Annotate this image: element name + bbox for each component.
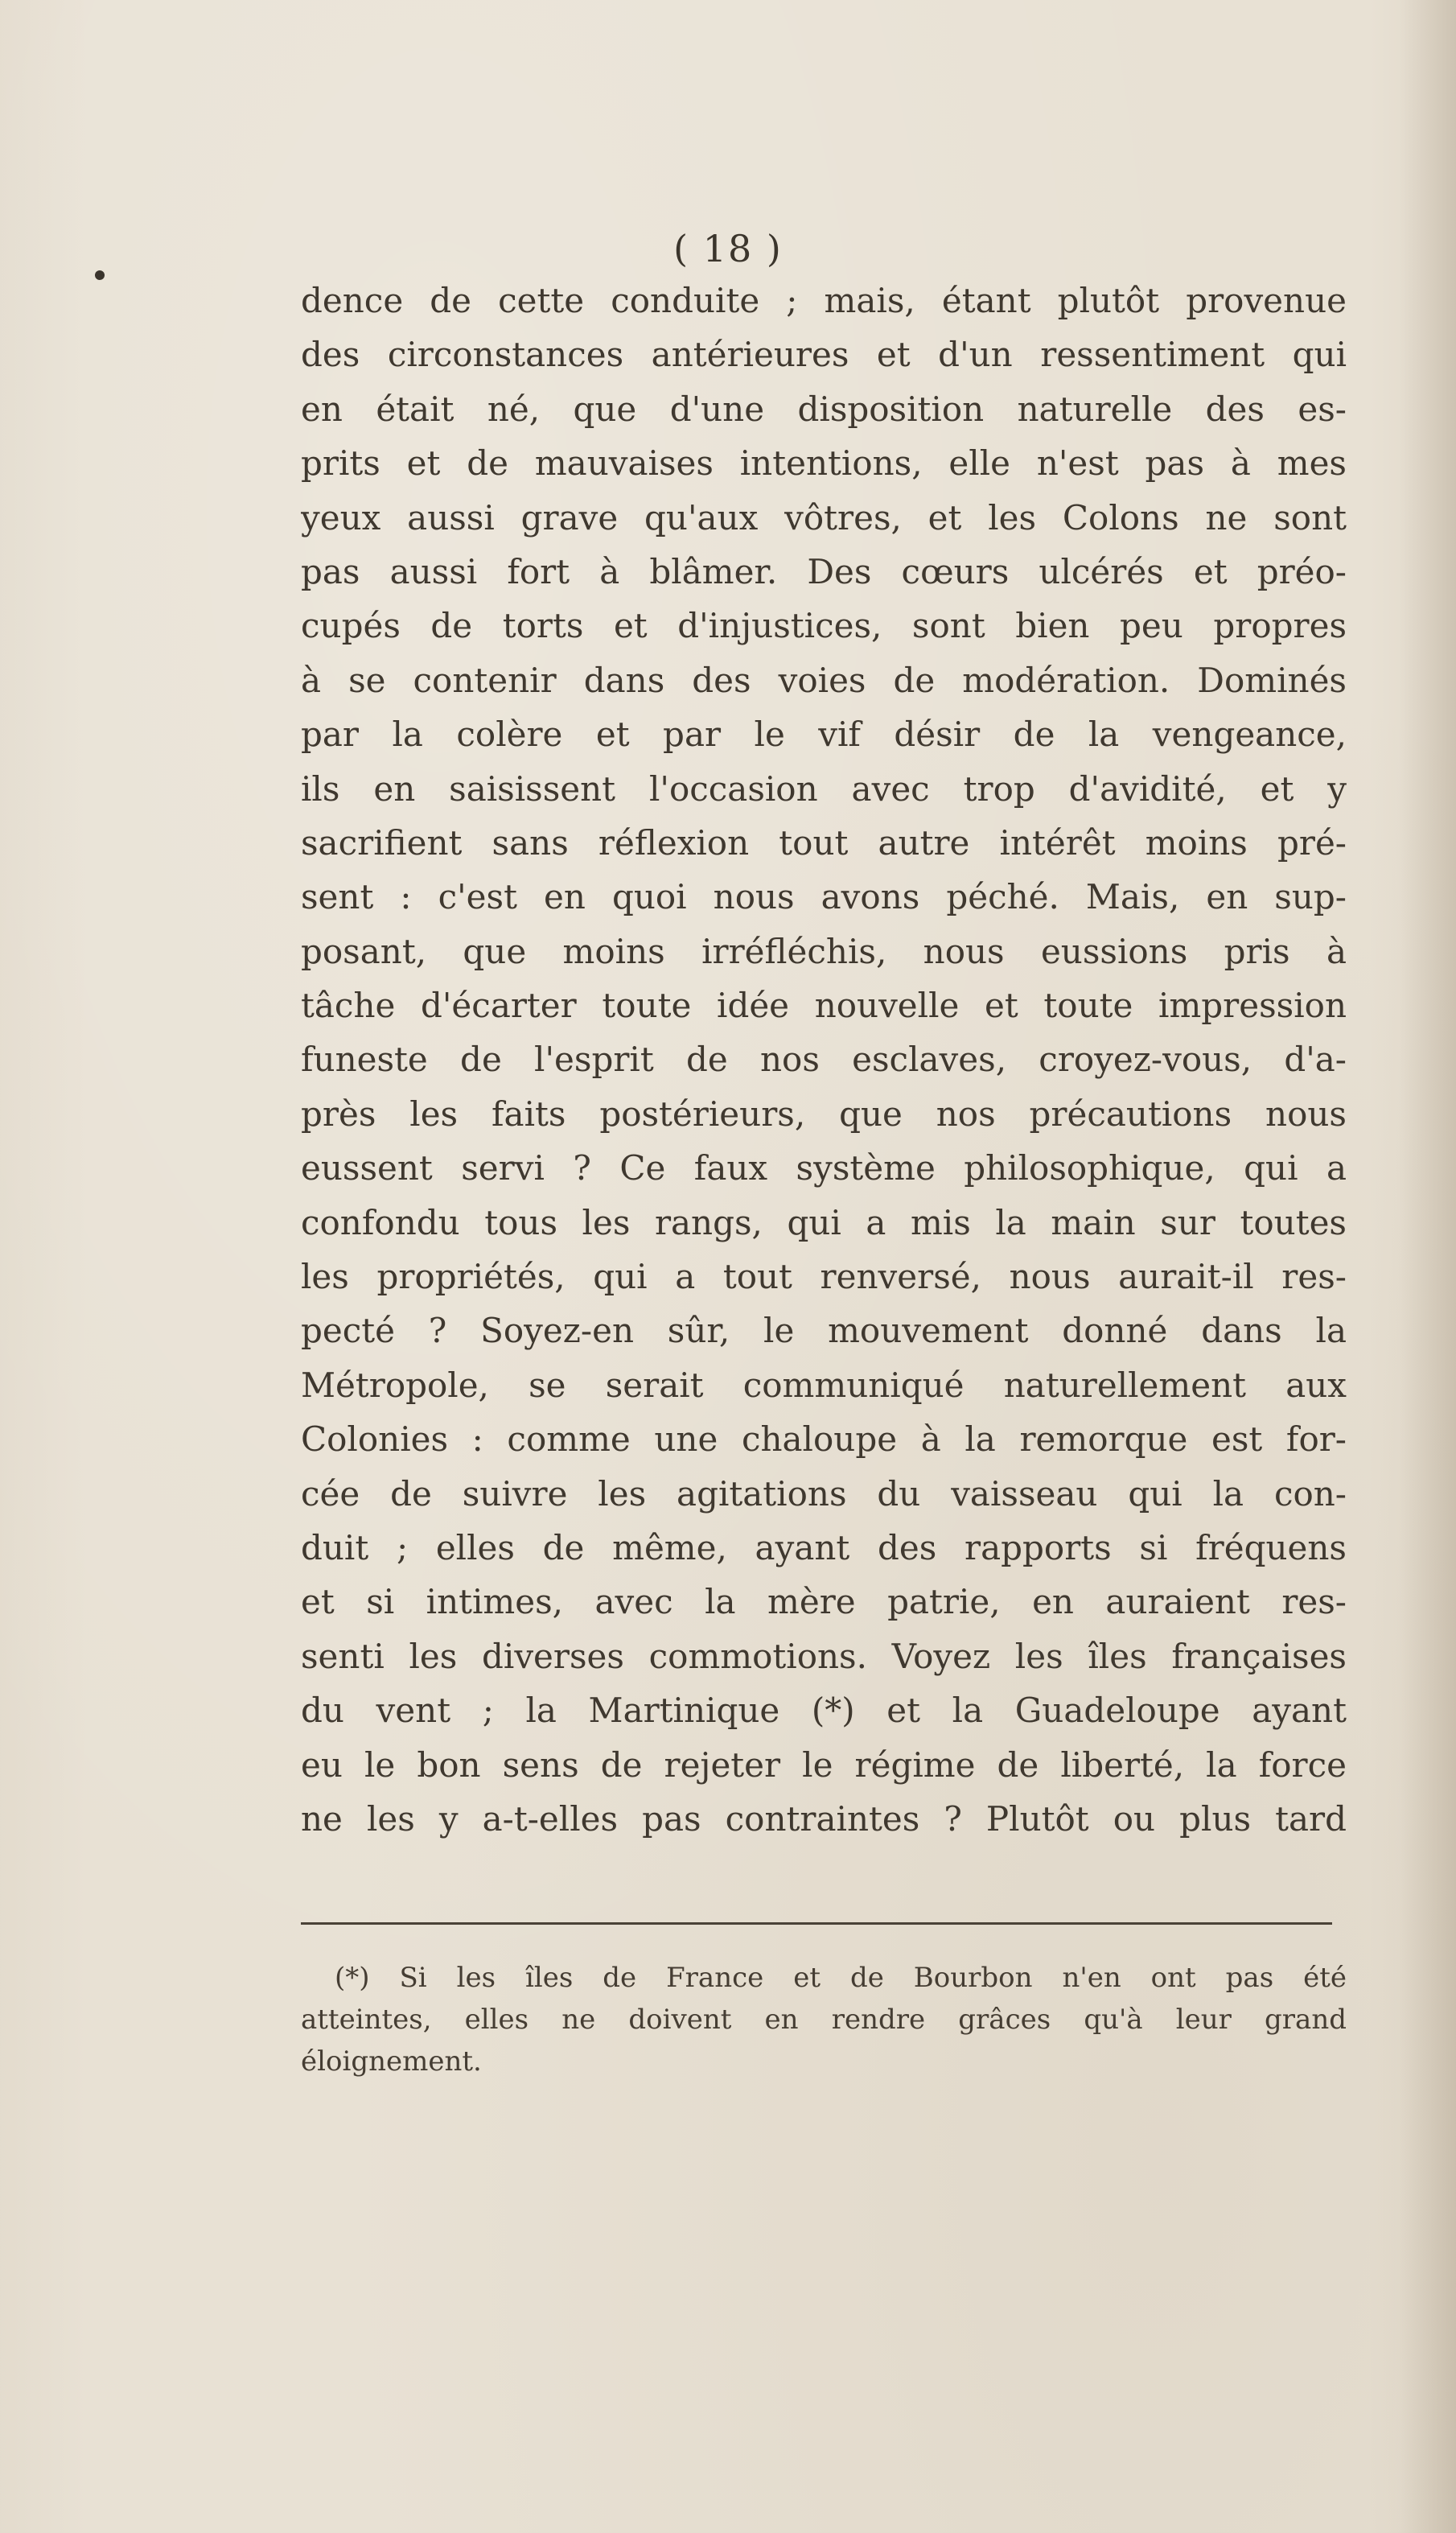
text-line: ne les y a-t-elles pas contraintes ? Plutôt ou plus tard xyxy=(301,1798,1347,1839)
text-line: à se contenir dans des voies de modération. Dominés xyxy=(301,660,1347,700)
text-line: prits et de mauvaises intentions, elle n'est pas à mes xyxy=(301,443,1347,484)
text-line: du vent ; la Martinique (*) et la Guadeloupe ayant xyxy=(301,1691,1347,1731)
text-line: en était né, que d'une disposition naturelle des es- xyxy=(301,389,1347,429)
text-line: ils en saisissent l'occasion avec trop d'avidité, et y xyxy=(301,768,1347,809)
text-line: par la colère et par le vif désir de la vengeance, xyxy=(301,715,1347,755)
page-edge-shadow xyxy=(1400,0,1456,2533)
text-line: eu le bon sens de rejeter le régime de liberté, la force xyxy=(301,1744,1347,1785)
text-line: Colonies : comme une chaloupe à la remorque est for- xyxy=(301,1419,1347,1460)
footnote xyxy=(301,1957,1347,2082)
text-line: yeux aussi grave qu'aux vôtres, et les Colons ne sont xyxy=(301,497,1347,537)
text-line: pecté ? Soyez-en sûr, le mouvement donné dans la xyxy=(301,1311,1347,1351)
text-line: cée de suivre les agitations du vaisseau qui la con- xyxy=(301,1473,1347,1514)
text-line: près les faits postérieurs, que nos précautions nous xyxy=(301,1094,1347,1134)
text-line: tâche d'écarter toute idée nouvelle et toute impression xyxy=(301,986,1347,1026)
footnote-line: (*) Si les îles de France et de Bourbon n'en ont pas été xyxy=(335,1962,1347,1994)
text-line: cupés de torts et d'injustices, sont bien peu propres xyxy=(301,606,1347,646)
text-line: senti les diverses commotions. Voyez les îles françaises xyxy=(301,1636,1347,1676)
footnote-line: éloignement. xyxy=(301,2045,482,2078)
text-line: les propriétés, qui a tout renversé, nous aurait-il res- xyxy=(301,1257,1347,1297)
footnote-line: atteintes, elles ne doivent en rendre grâces qu'à leur grand xyxy=(301,2004,1347,2036)
text-line: pas aussi fort à blâmer. Des cœurs ulcérés et préo- xyxy=(301,551,1347,591)
text-line: et si intimes, avec la mère patrie, en auraient res- xyxy=(301,1582,1347,1622)
text-line: dence de cette conduite ; mais, étant plutôt provenue xyxy=(301,281,1347,320)
text-line: des circonstances antérieures et d'un ressentiment qui xyxy=(301,335,1347,375)
text-line: posant, que moins irréfléchis, nous eussions pris à xyxy=(301,931,1347,971)
text-line: sacrifient sans réflexion tout autre intérêt moins pré- xyxy=(301,822,1347,863)
ink-mark xyxy=(95,270,105,280)
text-line: confondu tous les rangs, qui a mis la main sur toutes xyxy=(301,1202,1347,1242)
text-line: sent : c'est en quoi nous avons péché. Mais, en sup- xyxy=(301,877,1347,917)
footnote-divider xyxy=(301,1922,1332,1925)
text-line: eussent servi ? Ce faux système philosophique, qui a xyxy=(301,1148,1347,1188)
text-line: funeste de l'esprit de nos esclaves, croyez-vous, d'a- xyxy=(301,1040,1347,1080)
page-number: ( 18 ) xyxy=(673,227,783,270)
text-line: duit ; elles de même, ayant des rapports si fréquens xyxy=(301,1527,1347,1567)
text-line: Métropole, se serait communiqué naturellement aux xyxy=(301,1365,1347,1405)
body-text xyxy=(301,274,1347,1846)
